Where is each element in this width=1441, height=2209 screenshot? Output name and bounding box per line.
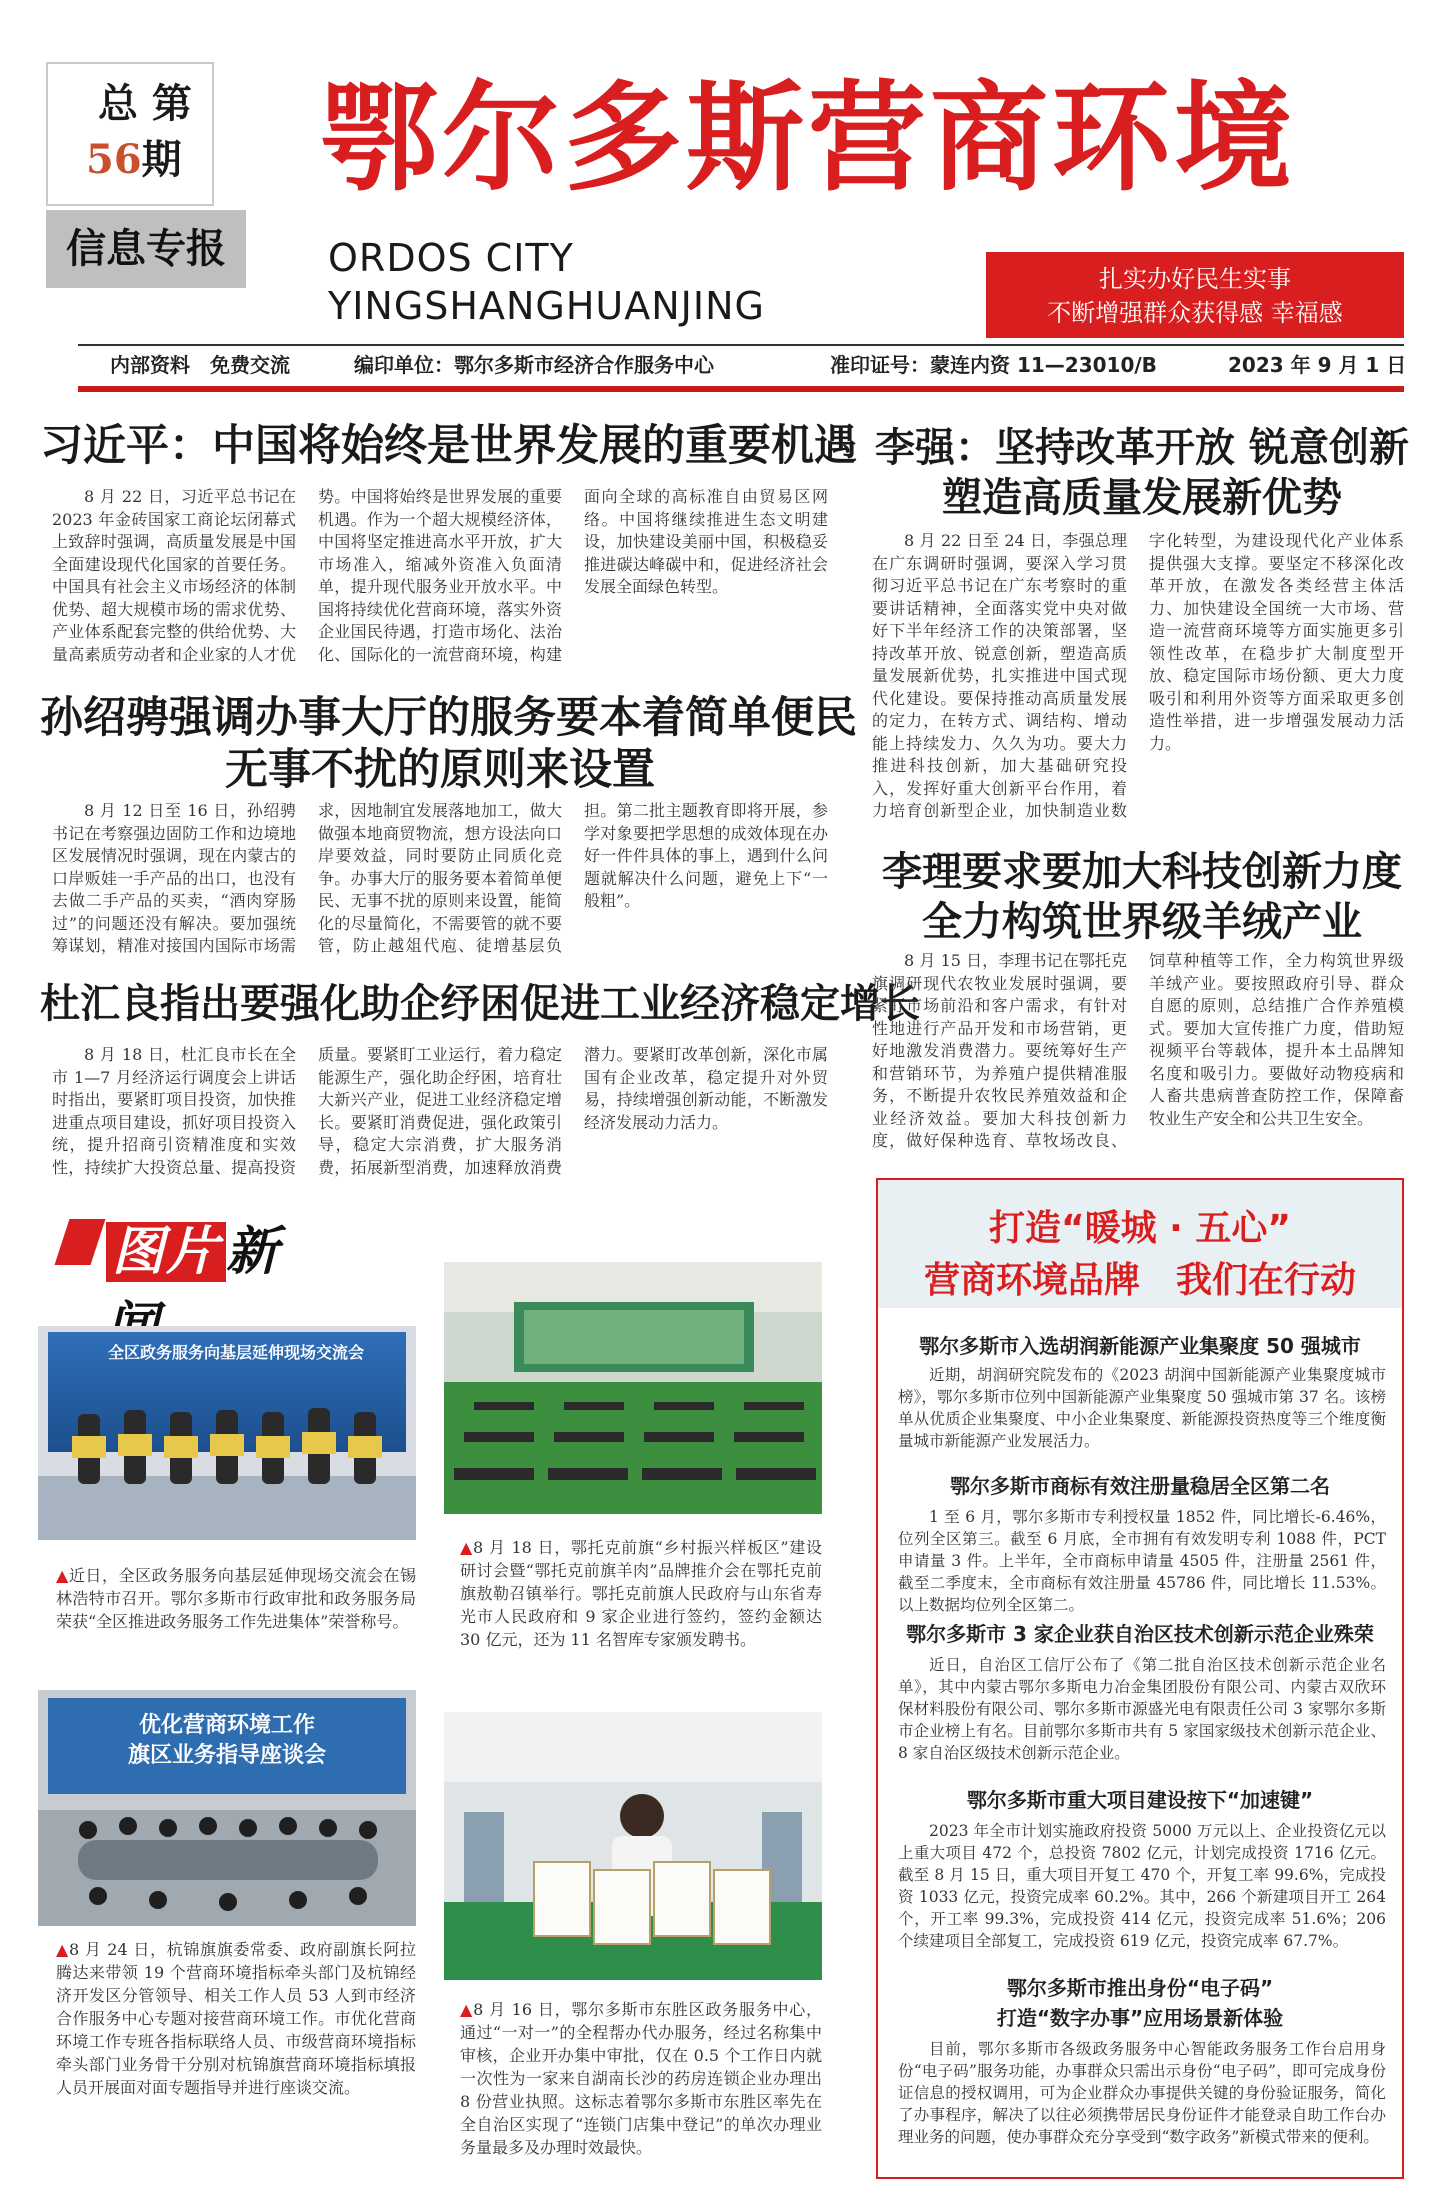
info-editor: 编印单位：鄂尔多斯市经济合作服务中心	[354, 353, 714, 377]
photo1-caption	[56, 1564, 416, 1633]
photo-conference-image	[444, 1262, 822, 1514]
logo-red-text: 图片	[106, 1222, 226, 1282]
caption-triangle-icon: ▲	[56, 1566, 69, 1585]
photo2-caption	[460, 1536, 822, 1651]
issue-period: 期	[141, 136, 182, 183]
photo3-caption	[56, 1938, 416, 2099]
english-title-line2: YINGSHANGHUANJING	[328, 284, 765, 328]
headline-sun-line2: 无事不扰的原则来设置	[225, 745, 655, 795]
caption-triangle-icon: ▲	[460, 1538, 474, 1557]
info-bar	[78, 344, 1407, 392]
article-li-qiang-body: 8 月 22 日至 24 日，李强总理在广东调研时强调，要深入学习贯彻习近平总书记在广东考察时的重要讲话精神，全面落实党中央对做好下半年经济工作的决策部署，坚持改革开放、锐意创新，塑造高质量发展新优势，扎实推进中国式现代化建设。要保持推动高质量发展的定力，在转方式、调结构、增动能上持续发力、久久为功。要大力推进科技创新，加大基础研究投入，发挥好重大创新平台作用，着力培育创新型企业，加快制造业数字化转型，为建设现代化产业体系提供强大支撑。要坚定不移深化改革开放，在激发各类经营主体活力、加快建设全国统一大市场、营造一流营商环境等方面实施更多引领性改革，在稳步扩大制度型开放、稳定国际市场份额、更大力度吸引和利用外资等方面采取更多创造性举措，进一步增强发展动力活力。	[872, 531, 1404, 820]
slogan-line1: 扎实办好民生实事	[1099, 265, 1291, 293]
info-internal: 内部资料 免费交流	[110, 353, 290, 377]
photo3-banner-line1: 优化营商环境工作	[138, 1713, 315, 1738]
headline-xi: 习近平：中国将始终是世界发展的重要机遇	[40, 421, 857, 471]
issue-label: 总 第	[98, 80, 192, 127]
photo-licenses-image	[444, 1712, 822, 1980]
article-li-li-body: 8 月 15 日，李理书记在鄂托克旗调研现代农牧业发展时强调，要紧盯市场前沿和客户需求，有针对性地进行产品开发和市场营销，更好地激发消费潜力。要统筹好生产和营销环节，为养殖户提供精准服务，不断提升农牧民养殖效益和企业经济效益。要加大科技创新力度，做好保种选育、草牧场改良、饲草种植等工作，全力构筑世界级羊绒产业。要按照政府引导、群众自愿的原则，总结推广合作养殖模式。要加大宣传推广力度，借助短视频平台等载体，提升本土品牌知名度和吸引力。要做好动物疫病和人畜共患病普查防控工作，保障畜牧业生产安全和公共卫生安全。	[872, 951, 1404, 1150]
campaign-item1-body: 近期，胡润研究院发布的《2023 胡润中国新能源产业集聚度城市榜》，鄂尔多斯市位列中国新能源产业集聚度 50 强城市第 37 名。该榜单从优质企业集聚度、中小企业集聚度、新能源投资热度等三个维度衡量城市新能源产业发展活力。	[898, 1366, 1386, 1450]
newspaper-title: 鄂尔多斯营商环境	[320, 69, 1297, 207]
campaign-title-line1: 打造“暖城 · 五心”	[988, 1208, 1292, 1249]
slogan-banner	[986, 252, 1404, 338]
photo4-caption-text: 8 月 16 日，鄂尔多斯市东胜区政务服务中心，通过“一对一”的全程帮办代办服务，经过名称集中审核，企业开办集中审批，仅在 0.5 个工作日内就一次性为一家来自湖南长沙的药房连锁企业办理出 8 份营业执照。这标志着鄂尔多斯市东胜区率先在全自治区实现了“连锁门店集中登记”的单次办理业务量最多及办理时效最快。	[460, 2000, 822, 2157]
headline-sun-line1: 孙绍骋强调办事大厅的服务要本着简单便民	[40, 693, 857, 743]
headline-li-qiang-line1: 李强：坚持改革开放 锐意创新	[875, 424, 1409, 471]
issue-number	[86, 128, 182, 185]
article-sun-body: 8 月 12 日至 16 日，孙绍骋书记在考察强边固防工作和边境地区发展情况时强调，现在内蒙古的口岸贩娃一手产品的出口，也没有去做二手产品的买卖，“酒肉穿肠过”的问题还没有解决。要加强统筹谋划，精准对接国内国际市场需求，因地制宜发展落地加工，做大做强本地商贸物流，想方设法向口岸要效益，同时要防止同质化竞争。办事大厅的服务要本着简单便民、无事不扰的原则来设置，能简化的尽量简化，不需要管的就不要管，防止越俎代庖、徒增基层负担。第二批主题教育即将开展，参学对象要把学思想的成效体现在办好一件件具体的事上，遇到什么问题就解决什么问题，避免上下“一般粗”。	[52, 801, 828, 955]
campaign-item1-headline: 鄂尔多斯市入选胡润新能源产业集聚度 50 强城市	[919, 1334, 1361, 1358]
photo4-caption	[460, 1998, 822, 2159]
issue-number-value: 56	[86, 136, 142, 183]
headline-li-li-line1: 李理要求要加大科技创新力度	[882, 848, 1402, 895]
article-du-body: 8 月 18 日，杜汇良市长在全市 1—7 月经济运行调度会上讲话时指出，要紧盯项目投资，加快推进重点项目建设，抓好项目投资入统，提升招商引资精准度和实效性，持续扩大投资总量、提高投资质量。要紧盯工业运行，着力稳定能源生产，强化助企纾困，培育壮大新兴产业，促进工业经济稳定增长。要紧盯消费促进，强化政策引导，稳定大宗消费，扩大服务消费，拓展新型消费，加速释放消费潜力。要紧盯改革创新，深化市属国有企业改革，稳定提升对外贸易，持续增强创新动能，不断激发经济发展动力活力。	[52, 1045, 828, 1177]
info-permit: 准印证号：蒙连内资 11—23010/B	[830, 353, 1157, 377]
campaign-item2-body: 1 至 6 月，鄂尔多斯市专利授权量 1852 件，同比增长-6.46%，位列全区第三。截至 6 月底，全市拥有有效发明专利 1088 件，PCT 申请量 3 件。上半年，全市商标申请量 4505 件，注册量 2561 件，截至二季度末，全市商标有效注册量 45786 件，同比增长 11.53%。以上数据均位列全区第二。	[898, 1508, 1386, 1614]
english-title-line1: ORDOS CITY	[328, 236, 574, 280]
bulletin-label: 信息专报	[46, 210, 246, 288]
article-xi-body: 8 月 22 日，习近平总书记在 2023 年金砖国家工商论坛闭幕式上致辞时强调，高质量发展是中国全面建设现代化国家的首要任务。中国具有社会主义市场经济的体制优势、超大规模市场的需求优势、产业体系配套完整的供给优势、大量高素质劳动者和企业家的人才优势。中国将始终是世界发展的重要机遇。作为一个超大规模经济体，中国将坚定推进高水平开放，扩大市场准入，缩减外资准入负面清单，提升现代服务业开放水平。中国将持续优化营商环境，落实外资企业国民待遇，打造市场化、法治化、国际化的一流营商环境，构建面向全球的高标准自由贸易区网络。中国将继续推进生态文明建设，加快建设美丽中国，积极稳妥推进碳达峰碳中和，促进经济社会发展全面绿色转型。	[52, 487, 828, 664]
caption-triangle-icon: ▲	[56, 1940, 69, 1959]
logo-bar-icon	[55, 1219, 106, 1265]
photo-business-licenses	[444, 1712, 822, 1980]
headline-du: 杜汇良指出要强化助企纾困促进工业经济稳定增长	[40, 980, 920, 1027]
photo1-banner: 全区政务服务向基层延伸现场交流会	[108, 1343, 365, 1362]
campaign-item3-body: 近日，自治区工信厅公布了《第二批自治区技术创新示范企业名单》，其中内蒙古鄂尔多斯电力冶金集团股份有限公司、内蒙古双欣环保材料股份有限公司、鄂尔多斯市源盛光电有限责任公司 3 家鄂尔多斯市企业榜上有名。目前鄂尔多斯市共有 5 家国家级技术创新示范企业、8 家自治区级技术创新示范企业。	[898, 1656, 1386, 1762]
photo-conference-hall	[444, 1262, 822, 1514]
photo3-banner-line2: 旗区业务指导座谈会	[127, 1743, 326, 1768]
campaign-item4-headline: 鄂尔多斯市重大项目建设按下“加速键”	[966, 1788, 1314, 1812]
campaign-item4-body: 2023 年全市计划实施政府投资 5000 万元以上、企业投资亿元以上重大项目 472 个，总投资 7802 亿元，计划完成投资 1716 亿元。截至 8 月 15 日，重大项目开复工 470 个，开复工率 99.6%，完成投资 1033 亿元，投资完成率 60.2%。其中，266 个新建项目开工 264 个，开工率 99.3%，完成投资 414 亿元，投资完成率 51.6%；206 个续建项目全部复工，完成投资 619 亿元，投资完成率 67.7%。	[898, 1822, 1386, 1950]
campaign-item5-body: 目前，鄂尔多斯市各级政务服务中心智能政务服务工作台启用身份“电子码”服务功能，办事群众只需出示身份“电子码”，即可完成身份证信息的授权调用，可为企业群众办事提供关键的身份验证服务，简化了办事程序，解决了以往必须携带居民身份证件才能登录自助工作台办理业务的问题，使办事群众充分享受到“数字政务”新模式带来的便利。	[898, 2040, 1386, 2146]
campaign-item5-headline-line1: 鄂尔多斯市推出身份“电子码”	[1006, 1976, 1274, 2000]
photo3-caption-text: 8 月 24 日，杭锦旗旗委常委、政府副旗长阿拉腾达来带领 19 个营商环境指标牵头部门及杭锦经济开发区分管领导、相关工作人员 53 人到市经济合作服务中心专题对接营商环境工作。市优化营商环境工作专班各指标联络人员、市级营商环境指标牵头部门业务骨干分别对杭锦旗营商环境指标填报人员开展面对面专题指导并进行座谈交流。	[56, 1940, 416, 2097]
photo1-caption-text: 近日，全区政务服务向基层延伸现场交流会在锡林浩特市召开。鄂尔多斯市行政审批和政务服务局荣获“全区推进政务服务工作先进集体”荣誉称号。	[56, 1566, 416, 1631]
slogan-line2: 不断增强群众获得感 幸福感	[1047, 299, 1343, 327]
caption-triangle-icon: ▲	[460, 2000, 474, 2019]
picture-news-logo	[62, 1205, 322, 1282]
campaign-item3-headline: 鄂尔多斯市 3 家企业获自治区技术创新示范企业殊荣	[906, 1622, 1374, 1646]
logo-black-text: 新	[226, 1222, 281, 1282]
photo-award-ceremony	[38, 1326, 416, 1540]
campaign-item5-headline-line2: 打造“数字办事”应用场景新体验	[996, 2006, 1284, 2030]
info-date: 2023 年 9 月 1 日	[1228, 353, 1407, 377]
campaign-title-line2: 营商环境品牌 我们在行动	[923, 1260, 1356, 1301]
photo-seminar	[38, 1690, 416, 1926]
campaign-item2-headline: 鄂尔多斯市商标有效注册量稳居全区第二名	[950, 1474, 1330, 1498]
photo2-caption-text: 8 月 18 日，鄂托克前旗“乡村振兴样板区”建设研讨会暨“鄂托克前旗羊肉”品牌推介会在鄂托克前旗敖勒召镇举行。鄂托克前旗人民政府与山东省寿光市人民政府和 9 家企业进行签约，签约金额达 30 亿元，还为 11 名智库专家颁发聘书。	[460, 1538, 822, 1649]
headline-li-li-line2: 全力构筑世界级羊绒产业	[922, 898, 1362, 945]
headline-li-qiang-line2: 塑造高质量发展新优势	[942, 474, 1342, 521]
